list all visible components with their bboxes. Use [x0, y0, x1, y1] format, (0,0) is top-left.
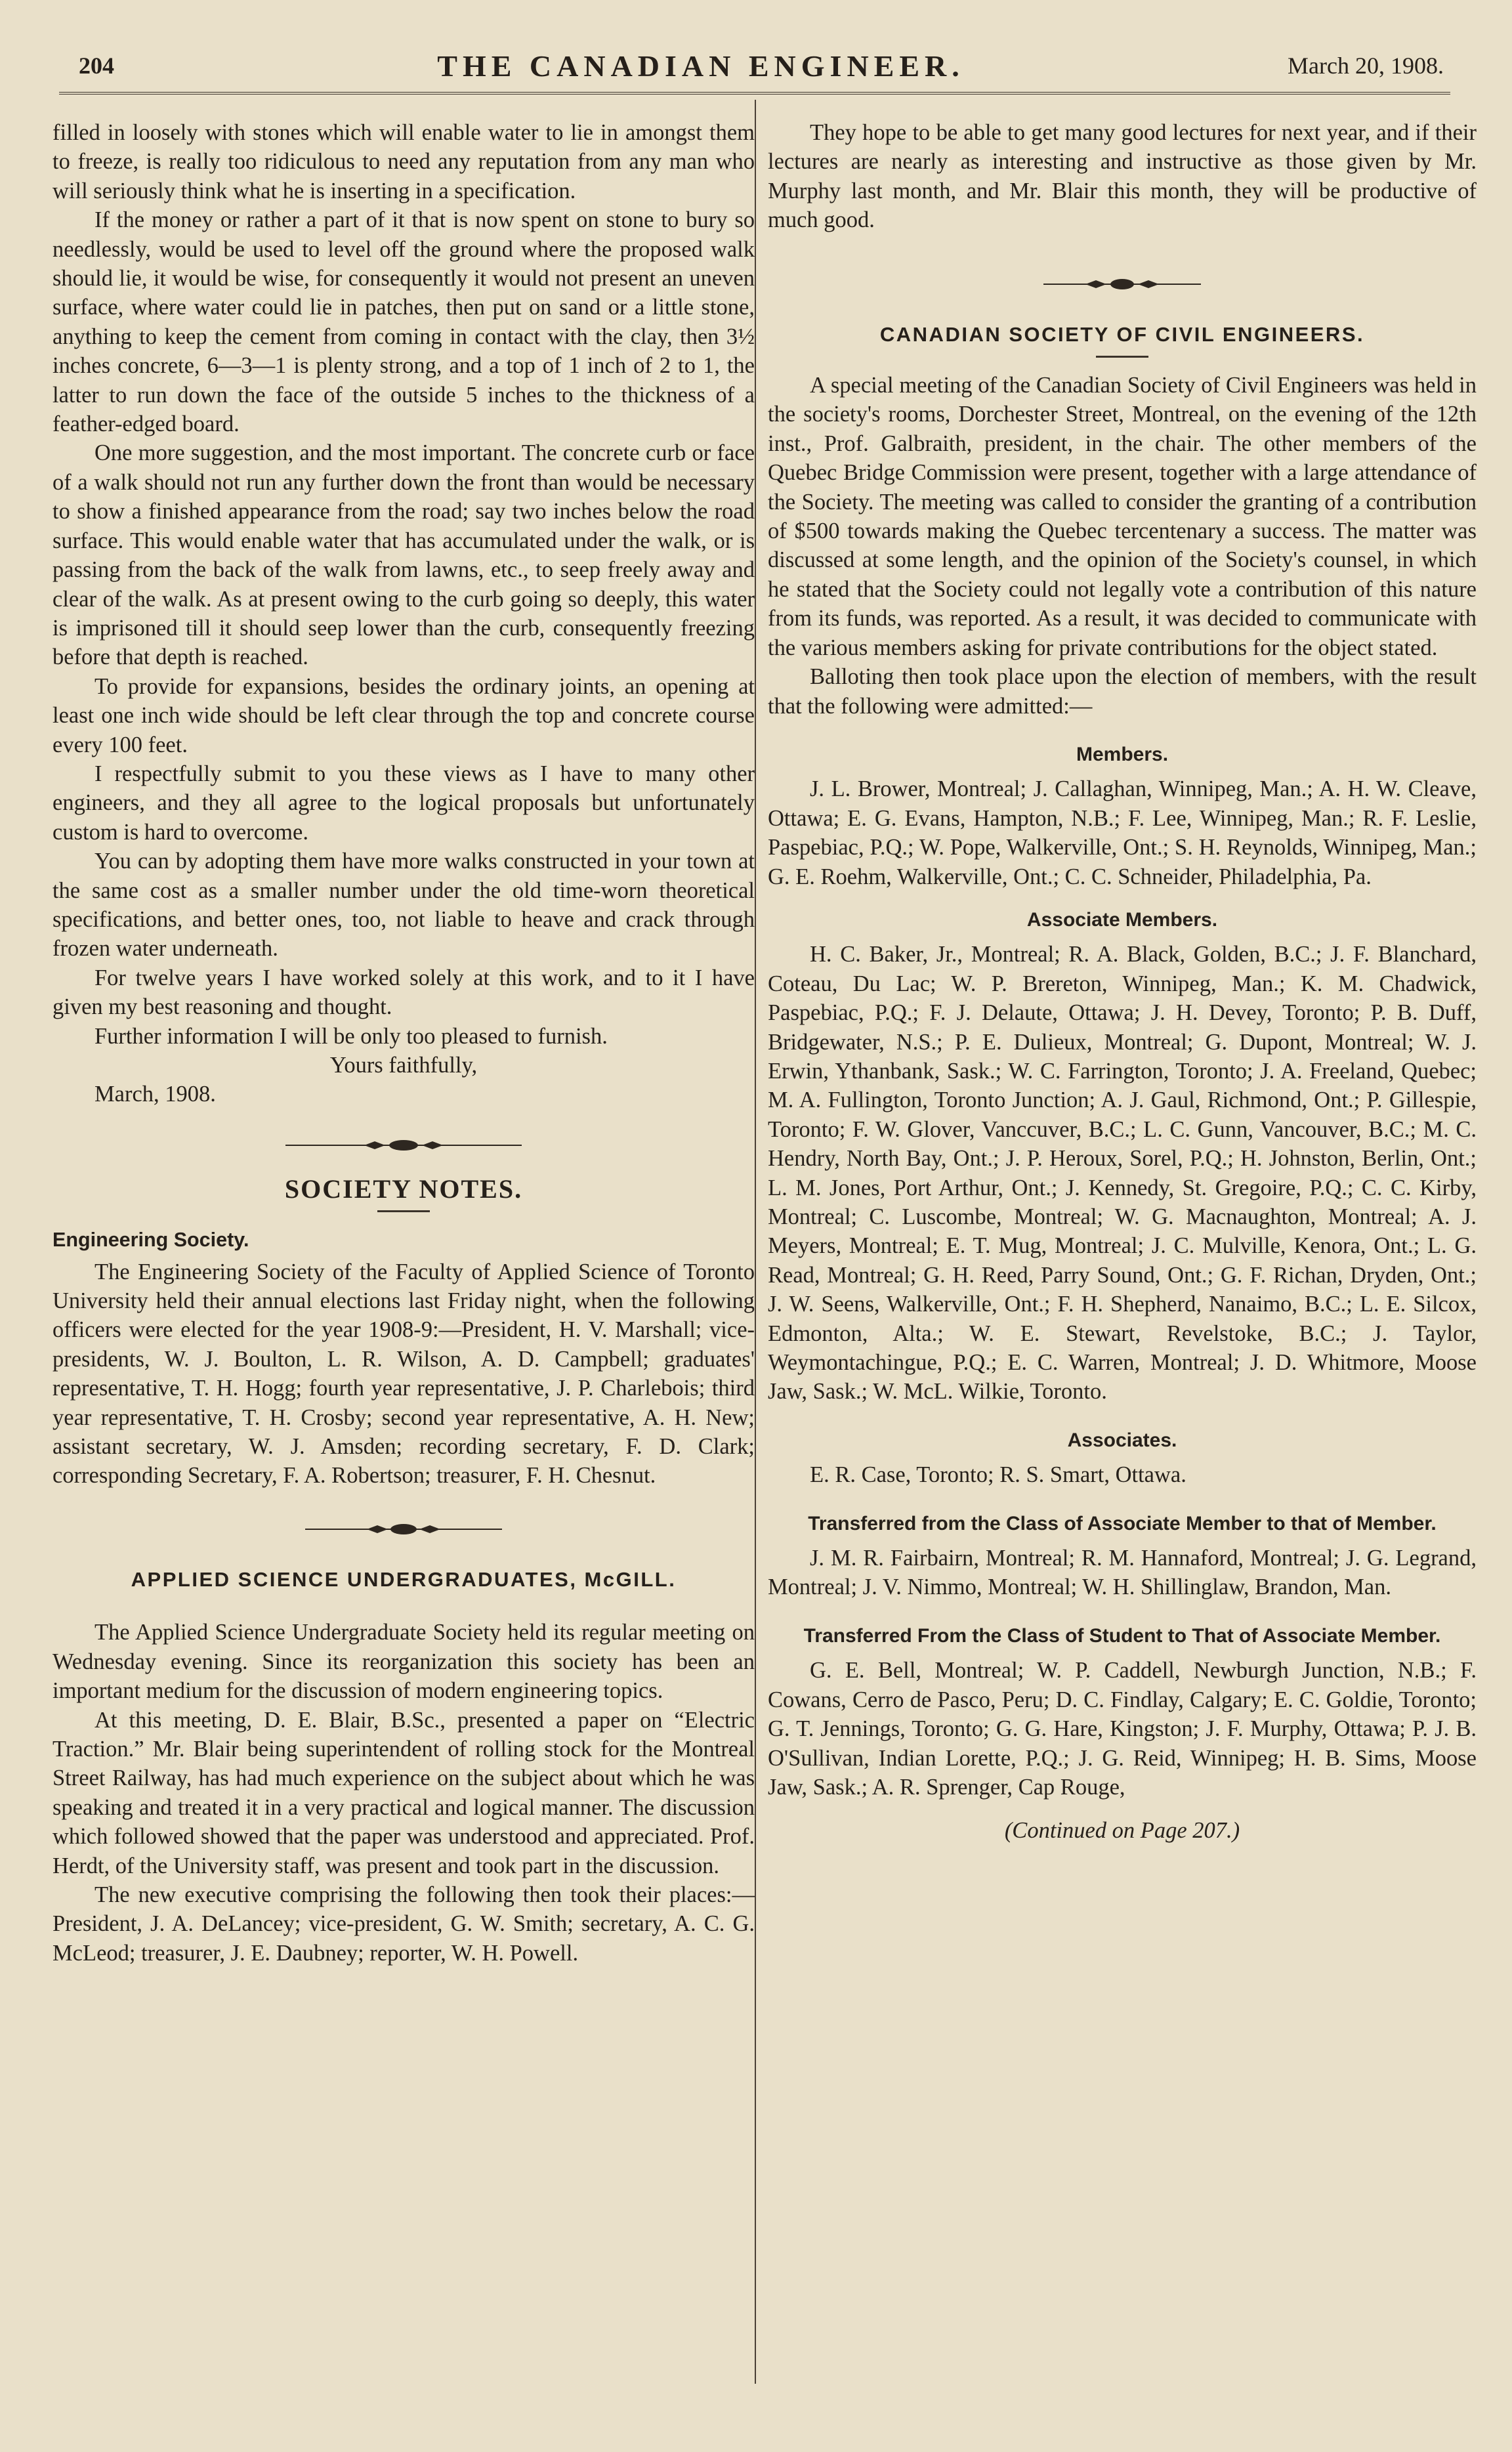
society-notes-title: SOCIETY NOTES. [284, 1173, 523, 1204]
title-rule [1096, 356, 1148, 358]
mcgill-paragraph: The Applied Science Undergraduate Society held its regular meeting on Wednesday evening. Since its reorganization this society has been an important medium for the discussion of modern engineering topics. [52, 1620, 755, 1704]
page-number: 204 [79, 53, 114, 79]
letter-paragraph: filled in loosely with stones which will enable water to lie in amongst them to freeze, is really too ridiculous to need any reputation from any man who will seriously think what he is inserting in a specification. [52, 120, 755, 203]
right-column [768, 118, 1477, 1846]
csce-title: CANADIAN SOCIETY OF CIVIL ENGINEERS. [879, 322, 1365, 346]
mcgill-title: APPLIED SCIENCE UNDERGRADUATES, McGILL. [131, 1567, 677, 1591]
letter-paragraph: To provide for expansions, besides the ordinary joints, an opening at least one inch wide should be left clear through the top and concrete course every 100 feet. [52, 673, 755, 757]
members-list: J. L. Brower, Montreal; J. Callaghan, Winnipeg, Man.; A. H. W. Cleave, Ottawa; E. G. Evans, Hampton, N.B.; F. Lee, Winnipeg, Man.; R. F. Leslie, Paspebiac, P.Q.; W. Pope, Walkerville, Ont.; S. H. Reynolds, Winnipeg, Man.; G. E. Roehm, Walkerville, Ont.; C. C. Schneider, Philadelphia, Pa. [768, 776, 1477, 889]
letter-closing: Yours faithfully, [329, 1053, 478, 1078]
transferred-associate-list: G. E. Bell, Montreal; W. P. Caddell, Newburgh Junction, N.B.; F. Cowans, Cerro de Pasco, Peru; D. C. Findlay, Calgary; E. C. Goldie, Toronto; G. T. Jennings, Toronto; G. G. Hare, Kingston; J. F. Murphy, Ottawa; P. J. B. O'Sullivan, Indian Lorette, P.Q.; J. G. Reid, Winnipeg; H. B. Sims, Moose Jaw, Sask.; A. R. Sprenger, Cap Rouge, [768, 1658, 1477, 1800]
letter-paragraph: Further information I will be only too pleased to furnish. [94, 1023, 608, 1049]
column-divider [755, 100, 756, 2384]
associates-heading: Associates. [1067, 1429, 1177, 1451]
transferred-associate-heading: Transferred From the Class of Student to That of Associate Member. [803, 1624, 1441, 1647]
issue-date: March 20, 1908. [1288, 53, 1444, 79]
members-heading: Members. [1076, 743, 1169, 765]
mcgill-paragraph: At this meeting, D. E. Blair, B.Sc., presented a paper on “Electric Traction.” Mr. Blair being superintendent of rolling stock for the Montreal Street Railway, has had much experience on the subject about which he was speaking and treated it in a very practical and logical manner. The discussion which followed showed that the paper was understood and appreciated. Prof. Herdt, of the University staff, was present and took part in the discussion. [52, 1707, 755, 1878]
mcgill-paragraph: The new executive comprising the following then took their places:—President, J. A. DeLancey; vice-president, G. W. Smith; secretary, A. C. G. McLeod; treasurer, J. E. Daubney; reporter, W. H. Powell. [52, 1882, 755, 1966]
associate-members-heading: Associate Members. [1026, 908, 1218, 931]
continued-note: (Continued on Page 207.) [1004, 1818, 1240, 1844]
letter-paragraph: One more suggestion, and the most important. The concrete curb or face of a walk should not run any further down the front than would be necessary to show a finished appearance from the road; say two inches below the road surface. This would enable water that has accumulated under the walk, or is passing from the back of the walk from lawns, etc., to seep freely away and clear of the walk. As at present owing to the curb going so deeply, this water is imprisoned till it should seep lower than the curb, consequently freezing before that depth is reached. [52, 440, 755, 670]
transferred-member-list: J. M. R. Fairbairn, Montreal; R. M. Hannaford, Montreal; J. G. Legrand, Montreal; J. V. Nimmo, Montreal; W. H. Shillinglaw, Brandon, Man. [768, 1546, 1477, 1600]
ornament-icon [285, 1137, 522, 1153]
header-rule [59, 92, 1450, 95]
associate-members-list: H. C. Baker, Jr., Montreal; R. A. Black, Golden, B.C.; J. F. Blanchard, Coteau, Du Lac; W. P. Brereton, Winnipeg, Man.; K. M. Chadwick, Paspebiac, P.Q.; F. J. Delaute, Ottawa; J. H. Devey, Toronto; P. B. Duff, Bridgewater, N.S.; P. E. Dulieux, Montreal; G. Dupont, Montreal; W. J. Erwin, Ythanbank, Sask.; W. C. Farrington, Toronto; J. A. Freeland, Quebec; M. A. Fullington, Toronto Junction; A. J. Gaul, Richmond, Ont.; P. Gillespie, Toronto; F. W. Glover, Vanccuver, B.C.; L. C. Gunn, Vancouver, B.C.; M. C. Hendry, North Bay, Ont.; J. P. Heroux, Sorel, P.Q.; H. Johnston, Berlin, Ont.; L. M. Jones, Port Arthur, Ont.; J. Kennedy, St. Gregoire, P.Q.; C. C. Kirby, Montreal; C. Luscombe, Montreal; W. G. Macnaughton, Montreal; A. J. Meyers, Montreal; E. T. Mug, Montreal; J. C. Mulville, Kenora, Ont.; L. G. Read, Montreal; G. H. Reed, Parry Sound, Ont.; G. F. Richan, Dryden, Ont.; J. W. Seens, Walkerville, Ont.; F. H. Shepherd, Nanaimo, B.C.; L. E. Silcox, Edmonton, Alta.; W. E. Stewart, Revelstoke, B.C.; J. Taylor, Weymontachingue, P.Q.; E. C. Warren, Montreal; J. D. Whitmore, Moose Jaw, Sask.; W. McL. Wilkie, Toronto. [768, 942, 1477, 1405]
letter-paragraph: If the money or rather a part of it that is now spent on stone to bury so needlessly, would be used to level off the ground where the proposed walk should lie, it would be wise, for consequently it would not present an uneven surface, where water could lie in patches, then put on sand or a little stone, anything to keep the cement from coming in contact with the clay, then 3½ inches concrete, 6—3—1 is plenty strong, and a top of 1 inch of 2 to 1, the latter to run down the face of the outside 5 inches to the thickness of a feather-edged board. [52, 207, 755, 437]
section-ornament [768, 261, 1477, 307]
ornament-icon [1043, 276, 1201, 292]
title-rule [377, 1210, 430, 1212]
csce-paragraph: A special meeting of the Canadian Society of Civil Engineers was held in the society's rooms, Dorchester Street, Montreal, on the evening of the 12th inst., Prof. Galbraith, president, in the chair. The other members of the Quebec Bridge Commission were present, together with a large attendance of the Society. The meeting was called to consider the granting of a contribution of $500 towards making the Quebec tercentenary a success. The matter was discussed at some length, and the opinion of the Society's counsel, in which he stated that the Society could not legally vote a contribution of this nature from its funds, was reported. As a result, it was decided to communicate with the various members asking for private contributions for the object stated. [768, 373, 1477, 660]
ornament-icon [305, 1521, 502, 1537]
letter-paragraph: You can by adopting them have more walks constructed in your town at the same cost as a smaller number under the old time-worn theoretical specifications, and better ones, too, not liable to heave and crack through frozen water underneath. [52, 849, 755, 962]
engineering-society-heading: Engineering Society. [52, 1229, 249, 1252]
section-ornament [52, 1506, 755, 1552]
journal-title: THE CANADIAN ENGINEER. [437, 49, 965, 83]
engineering-society-text: The Engineering Society of the Faculty of Applied Science of Toronto University held their annual elections last Friday night, when the following officers were elected for the year 1908-9:—President, H. V. Marshall; vice-presidents, W. J. Boulton, L. R. Wilson, A. D. Campbell; graduates' representative, T. H. Hogg; fourth year representative, J. P. Charlebois; third year representative, T. H. Crosby; second year representative, A. H. New; assistant secretary, W. J. Amsden; recording secretary, F. D. Clark; corresponding Secretary, F. A. Robertson; treasurer, F. H. Chesnut. [52, 1259, 755, 1489]
masthead [79, 46, 1444, 85]
letter-paragraph: I respectfully submit to you these views as I have to many other engineers, and they all agree to the logical proposals but unfortunately custom is hard to overcome. [52, 761, 755, 845]
transferred-member-heading: Transferred from the Class of Associate Member to that of Member. [808, 1512, 1437, 1534]
letter-date: March, 1908. [94, 1082, 216, 1107]
intro-paragraph: They hope to be able to get many good lectures for next year, and if their lectures are nearly as interesting and instructive as those given by Mr. Murphy last month, and Mr. Blair this month, they will be productive of much good. [768, 120, 1477, 233]
associates-list: E. R. Case, Toronto; R. S. Smart, Ottawa. [810, 1462, 1186, 1488]
section-ornament [52, 1122, 755, 1168]
left-column [52, 118, 755, 1968]
letter-paragraph: For twelve years I have worked solely at this work, and to it I have given my best reasoning and thought. [52, 965, 755, 1020]
csce-paragraph: Balloting then took place upon the election of members, with the result that the following were admitted:— [768, 664, 1477, 719]
